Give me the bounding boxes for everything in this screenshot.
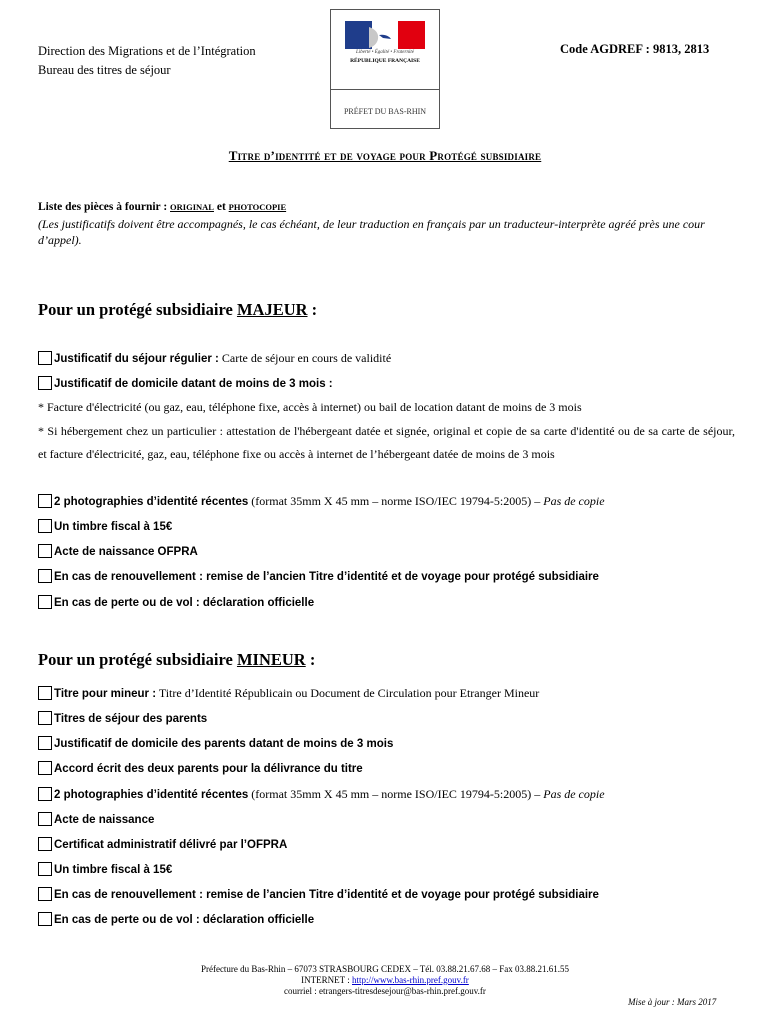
item-label: En cas de perte ou de vol : déclaration officielle xyxy=(54,914,315,926)
checkbox[interactable] xyxy=(38,686,52,700)
mineur-item-accord xyxy=(38,760,363,777)
agdref-code: Code AGDREF : 9813, 2813 xyxy=(560,42,710,56)
mineur-item-renouvellement xyxy=(38,886,599,903)
mineur-item-domicile xyxy=(38,735,393,752)
item-label: En cas de perte ou de vol : déclaration officielle xyxy=(54,597,315,609)
majeur-item-sejour xyxy=(38,350,391,367)
et-label: et xyxy=(216,201,226,213)
mineur-item-timbre xyxy=(38,861,172,878)
section-majeur-prefix: Pour un protégé subsidiaire xyxy=(38,300,233,319)
item-label: Justificatif de domicile datant de moins de 3 mois : xyxy=(54,378,333,390)
mineur-item-titre xyxy=(38,685,539,702)
majeur-item-perte xyxy=(38,594,314,611)
item-detail: Carte de séjour en cours de validité xyxy=(218,351,392,365)
majeur-domicile-facture: * Facture d'électricité (ou gaz, eau, téléphone fixe, accès à internet) ou bail de location datant de moins de 3 mois xyxy=(38,400,582,414)
item-label: Acte de naissance xyxy=(54,814,155,826)
checkbox[interactable] xyxy=(38,837,52,851)
majeur-domicile-hebergement: * Si hébergement chez un particulier : attestation de l'hébergeant datée et signée, original et copie de sa carte d'identité ou de sa carte de séjour, et facture d'électricité, gaz, eau, téléphone fixe ou accès à internet de l’hébergeant datée de moins de 3 mois xyxy=(38,424,735,461)
checkbox[interactable] xyxy=(38,519,52,533)
item-label: Certificat administratif délivré par l’OFPRA xyxy=(54,839,288,851)
pieces-list-heading xyxy=(38,201,286,213)
majeur-item-timbre xyxy=(38,518,172,535)
mineur-item-perte xyxy=(38,911,314,928)
checkbox[interactable] xyxy=(38,595,52,609)
checkbox[interactable] xyxy=(38,544,52,558)
marianne-flag-icon xyxy=(345,21,425,49)
section-majeur-suffix: : xyxy=(307,300,318,319)
item-label: En cas de renouvellement : remise de l’ancien Titre d’identité et de voyage pour protégé subsidiaire xyxy=(54,571,599,583)
republic-motto: Liberté • Égalité • Fraternité xyxy=(356,50,414,55)
pieces-prefix: Liste des pièces à fournir : xyxy=(38,201,168,213)
footer-address: Préfecture du Bas-Rhin – 67073 STRASBOURG CEDEX – Tél. 03.88.21.67.68 – Fax 03.88.21.61.55 xyxy=(200,964,570,974)
mineur-item-photos xyxy=(38,786,605,803)
checkbox[interactable] xyxy=(38,812,52,826)
item-note: Pas de copie xyxy=(543,787,605,801)
section-mineur-suffix: : xyxy=(305,650,316,669)
item-label: 2 photographies d’identité récentes xyxy=(54,789,249,801)
item-label: Un timbre fiscal à 15€ xyxy=(54,864,173,876)
majeur-item-domicile xyxy=(38,375,333,392)
original-label: ORIGINAL xyxy=(170,202,214,212)
section-mineur-word: MINEUR xyxy=(236,650,306,669)
item-note: Pas de copie xyxy=(543,494,605,508)
prefet-label: PRÉFET DU BAS-RHIN xyxy=(343,107,427,116)
majeur-item-photos xyxy=(38,493,605,510)
majeur-item-naissance xyxy=(38,543,198,560)
section-mineur-prefix: Pour un protégé subsidiaire xyxy=(38,650,233,669)
checkbox[interactable] xyxy=(38,711,52,725)
checkbox[interactable] xyxy=(38,787,52,801)
checkbox[interactable] xyxy=(38,376,52,390)
item-label: Acte de naissance OFPRA xyxy=(54,546,198,558)
checkbox[interactable] xyxy=(38,912,52,926)
direction-label: Direction des Migrations et de l’Intégration xyxy=(38,44,256,58)
bureau-label: Bureau des titres de séjour xyxy=(38,63,171,77)
checkbox[interactable] xyxy=(38,736,52,750)
internet-label: INTERNET : xyxy=(301,975,352,985)
mineur-item-certificat xyxy=(38,836,287,853)
section-majeur-title xyxy=(38,300,317,320)
header-service xyxy=(38,42,256,80)
logo-divider xyxy=(331,89,439,90)
item-detail: Titre d’Identité Républicain ou Document de Circulation pour Etranger Mineur xyxy=(156,686,540,700)
majeur-item-renouvellement xyxy=(38,568,599,585)
item-label: En cas de renouvellement : remise de l’ancien Titre d’identité et de voyage pour protégé subsidiaire xyxy=(54,889,599,901)
checkbox[interactable] xyxy=(38,494,52,508)
mineur-item-naissance xyxy=(38,811,154,828)
item-label: Titre pour mineur : xyxy=(54,688,157,700)
republique-label: RÉPUBLIQUE FRANÇAISE xyxy=(350,58,420,64)
footer-email: courriel : etrangers-titresdesejour@bas-rhin.pref.gouv.fr xyxy=(284,986,486,996)
update-date: Mise à jour : Mars 2017 xyxy=(628,997,717,1007)
item-label: Justificatif de domicile des parents datant de moins de 3 mois xyxy=(54,738,394,750)
website-link[interactable]: http://www.bas-rhin.pref.gouv.fr xyxy=(352,975,469,985)
item-label: Un timbre fiscal à 15€ xyxy=(54,521,173,533)
photocopie-label: PHOTOCOPIE xyxy=(228,202,287,212)
page-footer xyxy=(0,964,770,997)
mineur-item-titres-parents xyxy=(38,710,207,727)
checkbox[interactable] xyxy=(38,887,52,901)
item-label: 2 photographies d’identité récentes xyxy=(54,496,249,508)
section-majeur-word: MAJEUR xyxy=(236,300,308,319)
translation-note: (Les justificatifs doivent être accompagnés, le cas échéant, de leur traduction en français par un traducteur-interprète agréé près une cour d’appel). xyxy=(38,217,705,247)
item-label: Titres de séjour des parents xyxy=(54,713,208,725)
checkbox[interactable] xyxy=(38,351,52,365)
document-title: Titre d’identité et de voyage pour Protégé subsidiaire xyxy=(228,148,542,163)
item-label: Justificatif du séjour régulier : xyxy=(54,353,219,365)
prefecture-logo xyxy=(330,9,440,129)
checkbox[interactable] xyxy=(38,761,52,775)
item-label: Accord écrit des deux parents pour la délivrance du titre xyxy=(54,763,363,775)
footer-internet xyxy=(0,975,770,986)
checkbox[interactable] xyxy=(38,862,52,876)
item-detail: (format 35mm X 45 mm – norme ISO/IEC 19794-5:2005) – xyxy=(248,494,544,508)
section-mineur-title xyxy=(38,650,315,670)
checkbox[interactable] xyxy=(38,569,52,583)
item-detail: (format 35mm X 45 mm – norme ISO/IEC 19794-5:2005) – xyxy=(248,787,544,801)
